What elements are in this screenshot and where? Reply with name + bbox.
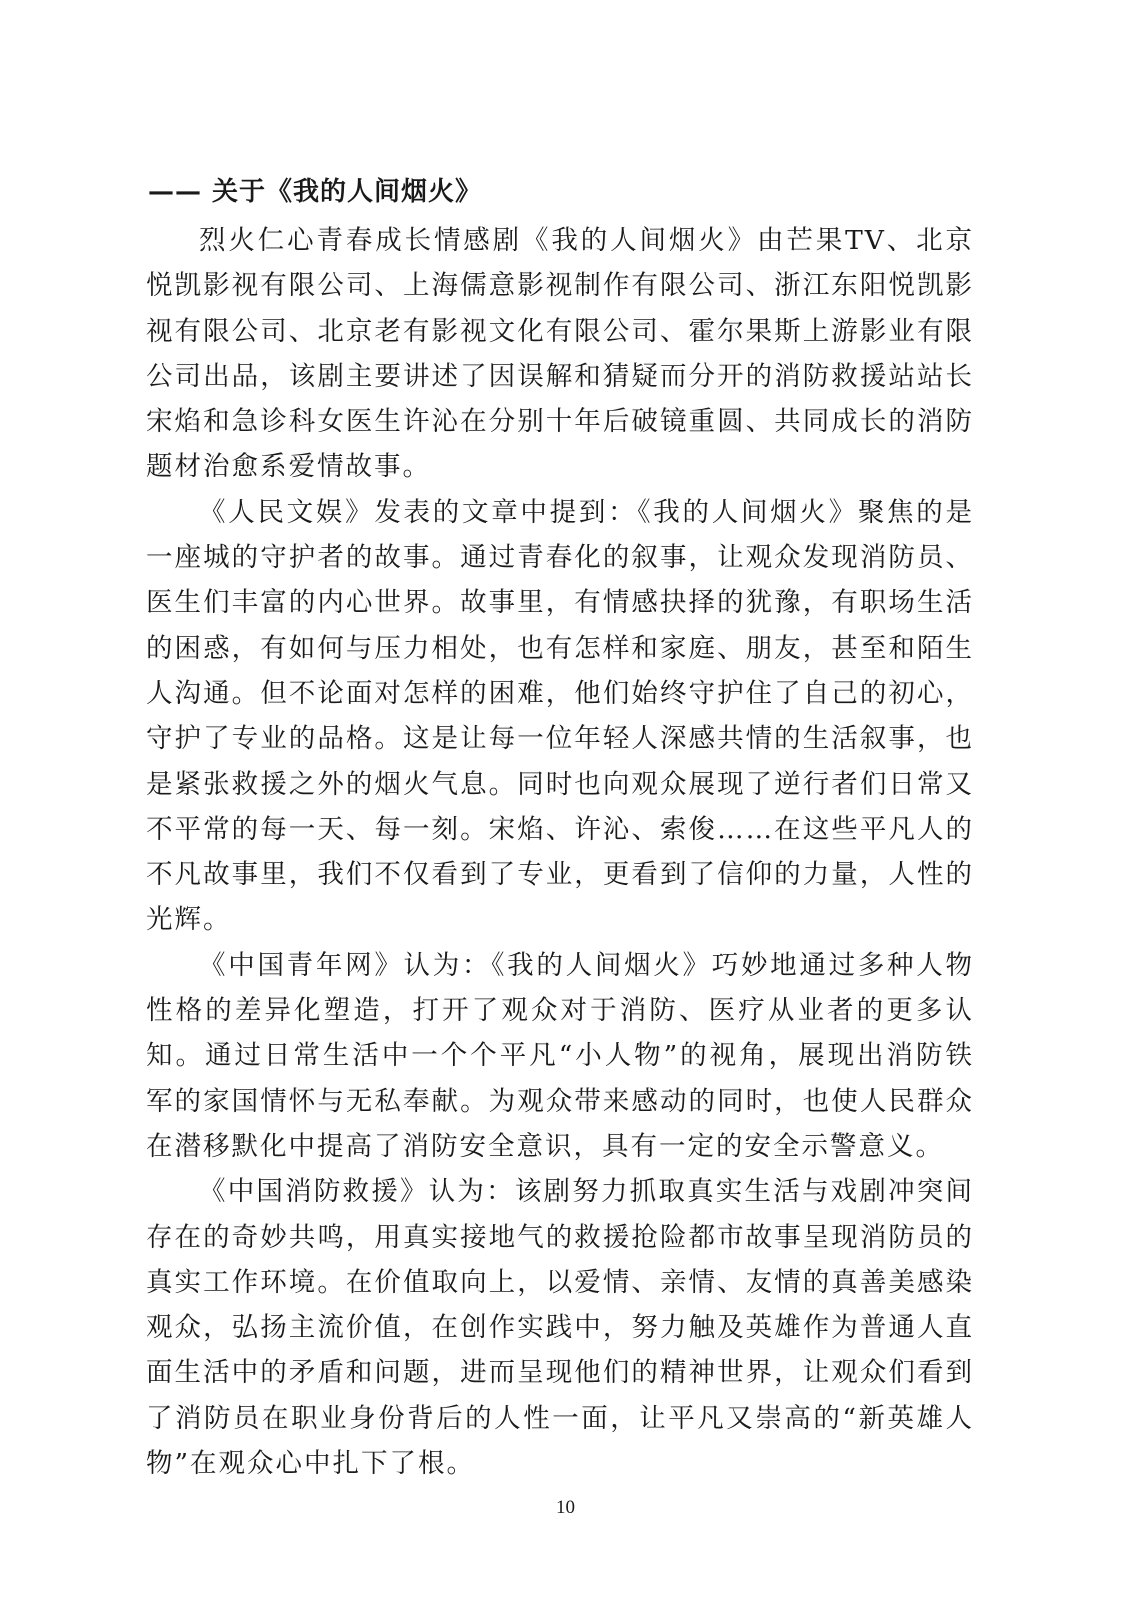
body-text [146, 218, 974, 1486]
page-number: 10 [556, 1497, 575, 1518]
paragraph-china-fire-rescue: 《中国消防救援》认为：该剧努力抓取真实生活与戏剧冲突间存在的奇妙共鸣，用真实接地气的救援抢险都市故事呈现消防员的真实工作环境。在价值取向上，以爱情、亲情、友情的真善美感染观众，弘扬主流价值，在创作实践中，努力触及英雄作为普通人直面生活中的矛盾和问题，进而呈现他们的精神世界，让观众们看到了消防员在职业身份背后的人性一面，让平凡又崇高的“新英雄人物”在观众心中扎下了根。 [146, 1176, 974, 1480]
paragraph-people-entertainment: 《人民文娱》发表的文章中提到：《我的人间烟火》聚焦的是一座城的守护者的故事。通过青春化的叙事，让观众发现消防员、医生们丰富的内心世界。故事里，有情感抉择的犹豫，有职场生活的困惑，有如何与压力相处，也有怎样和家庭、朋友，甚至和陌生人沟通。但不论面对怎样的困难，他们始终守护住了自己的初心，守护了专业的品格。这是让每一位年轻人深感共情的生活叙事，也是紧张救援之外的烟火气息。同时也向观众展现了逆行者们日常又不平常的每一天、每一刻。宋焰、许沁、索俊……在这些平凡人的不凡故事里，我们不仅看到了专业，更看到了信仰的力量，人性的光辉。 [146, 496, 974, 936]
paragraph-intro: 烈火仁心青春成长情感剧《我的人间烟火》由芒果TV、北京悦凯影视有限公司、上海儒意影视制作有限公司、浙江东阳悦凯影视有限公司、北京老有影视文化有限公司、霍尔果斯上游影业有限公司出品，该剧主要讲述了因误解和猜疑而分开的消防救援站站长宋焰和急诊科女医生许沁在分别十年后破镜重圆、共同成长的消防题材治愈系爱情故事。 [146, 225, 974, 483]
paragraph-china-youth-net: 《中国青年网》认为：《我的人间烟火》巧妙地通过多种人物性格的差异化塑造，打开了观众对于消防、医疗从业者的更多认知。通过日常生活中一个个平凡“小人物”的视角，展现出消防铁军的家国情怀与无私奉献。为观众带来感动的同时，也使人民群众在潜移默化中提高了消防安全意识，具有一定的安全示警意义。 [146, 949, 974, 1162]
section-heading: —— 关于《我的人间烟火》 [148, 177, 483, 207]
